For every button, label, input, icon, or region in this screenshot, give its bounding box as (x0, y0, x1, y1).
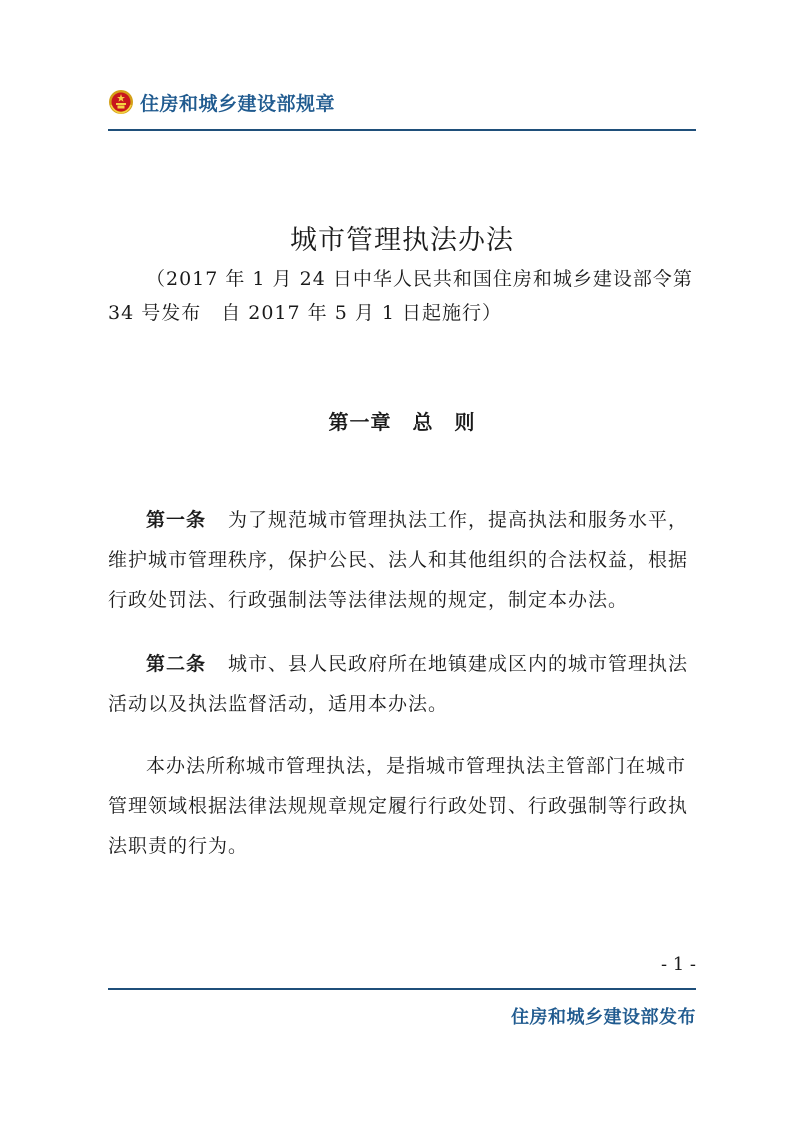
body-paragraph (108, 746, 696, 866)
header-title: 住房和城乡建设部规章 (140, 92, 336, 115)
national-emblem-icon (108, 89, 134, 115)
document-title: 城市管理执法办法 (290, 225, 514, 256)
article-line: 活动以及执法监督活动，适用本办法。 (108, 693, 449, 715)
footer-divider (108, 988, 696, 990)
page-header (108, 86, 696, 118)
paragraph-line: 本办法所称城市管理执法，是指城市管理执法主管部门在城市 (146, 755, 687, 777)
subtitle-line: （2017 年 1 月 24 日中华人民共和国住房和城乡建设部令第 (146, 268, 693, 290)
article-label: 第一条 (146, 509, 207, 531)
article-label: 第二条 (146, 653, 207, 675)
article-text: 城市、县人民政府所在地镇建成区内的城市管理执法 (228, 653, 689, 675)
article-line (108, 644, 696, 684)
article-text: 为了规范城市管理执法工作，提高执法和服务水平， (228, 509, 689, 531)
header-divider (108, 129, 696, 131)
chapter-heading: 第一章 总 则 (328, 410, 476, 434)
subtitle-line: 34 号发布 自 2017 年 5 月 1 日起施行） (108, 302, 502, 324)
paragraph-line: 法职责的行为。 (108, 835, 249, 857)
footer-publisher: 住房和城乡建设部发布 (511, 1007, 696, 1028)
article-1 (108, 500, 696, 620)
article-2 (108, 644, 696, 724)
document-subtitle (108, 262, 696, 330)
article-line: 维护城市管理秩序，保护公民、法人和其他组织的合法权益，根据 (108, 549, 689, 571)
page-number: - 1 - (660, 954, 696, 975)
article-line: 行政处罚法、行政强制法等法律法规的规定，制定本办法。 (108, 589, 629, 611)
article-line (108, 500, 696, 540)
paragraph-line: 管理领域根据法律法规规章规定履行行政处罚、行政强制等行政执 (108, 795, 689, 817)
